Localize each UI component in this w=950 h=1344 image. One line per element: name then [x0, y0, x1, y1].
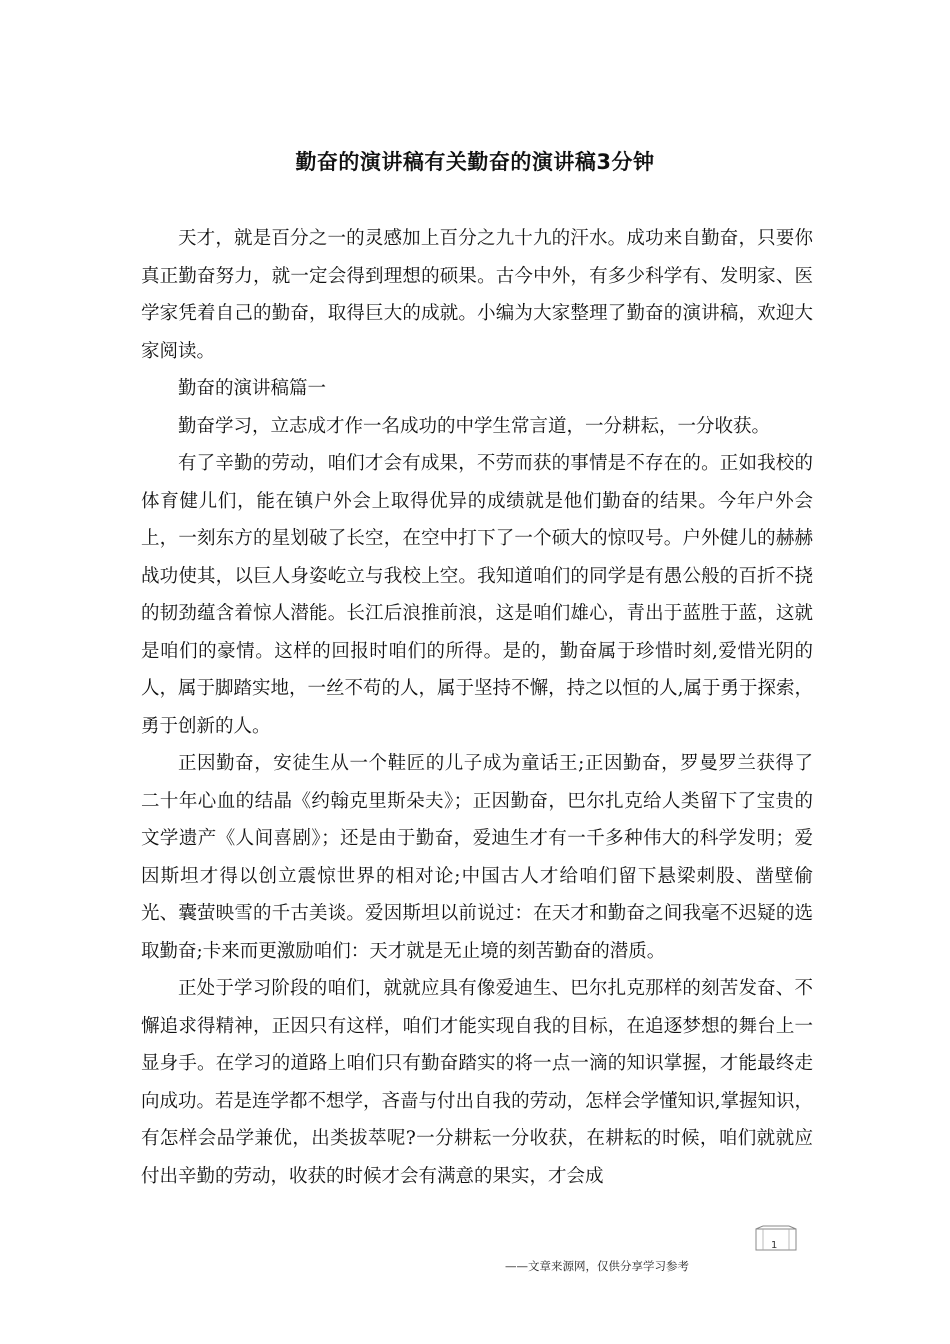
paragraph-3: 正因勤奋，安徒生从一个鞋匠的儿子成为童话王;正因勤奋，罗曼罗兰获得了二十年心血的结晶《约翰克里斯朵夫》；正因勤奋，巴尔扎克给人类留下了宝贵的文学遗产《人间喜剧》；还是由于勤奋，爱迪生才有一千多种伟大的科学发明；爱因斯坦才得以创立震惊世界的相对论;中国古人才给咱们留下悬梁刺股、凿壁偷光、囊萤映雪的千古美谈。爱因斯坦以前说过：在天才和勤奋之间我毫不迟疑的选取勤奋;卡来而更激励咱们：天才就是无止境的刻苦勤奋的潜质。 [141, 753, 813, 962]
footer-note: ——文章来源网，仅供分享学习参考 [505, 1259, 689, 1273]
paragraph-1: 勤奋学习，立志成才作一名成功的中学生常言道，一分耕耘，一分收获。 [178, 415, 771, 437]
paragraph-intro: 天才，就是百分之一的灵感加上百分之九十九的汗水。成功来自勤奋，只要你真正勤奋努力，就一定会得到理想的硕果。古今中外，有多少科学有、发明家、医学家凭着自己的勤奋，取得巨大的成就。小编为大家整理了勤奋的演讲稿，欢迎大家阅读。 [141, 228, 813, 362]
page-number: 1 [771, 1240, 778, 1251]
paragraph-2: 有了辛勤的劳动，咱们才会有成果，不劳而获的事情是不存在的。正如我校的体育健儿们，能在镇户外会上取得优异的成绩就是他们勤奋的结果。今年户外会上，一刻东方的星划破了长空，在空中打下了一个硕大的惊叹号。户外健儿的赫赫战功使其，以巨人身姿屹立与我校上空。我知道咱们的同学是有愚公般的百折不挠的韧劲蕴含着惊人潜能。长江后浪推前浪，这是咱们雄心，青出于蓝胜于蓝，这就是咱们的豪情。这样的回报时咱们的所得。是的，勤奋属于珍惜时刻,爱惜光阴的人，属于脚踏实地，一丝不苟的人，属于坚持不懈，持之以恒的人,属于勇于探索，勇于创新的人。 [141, 453, 813, 737]
document-body [141, 220, 813, 1195]
paragraph-4: 正处于学习阶段的咱们，就就应具有像爱迪生、巴尔扎克那样的刻苦发奋、不懈追求得精神，正因只有这样，咱们才能实现自我的目标，在追逐梦想的舞台上一显身手。在学习的道路上咱们只有勤奋踏实的将一点一滴的知识掌握，才能最终走向成功。若是连学都不想学，吝啬与付出自我的劳动，怎样会学懂知识,掌握知识，有怎样会品学兼优，出类拔萃呢?一分耕耘一分收获，在耕耘的时候，咱们就就应付出辛勤的劳动，收获的时候才会有满意的果实，才会成 [141, 978, 813, 1187]
document-title: 勤奋的演讲稿有关勤奋的演讲稿3分钟 [295, 150, 655, 174]
section-heading: 勤奋的演讲稿篇一 [178, 378, 327, 399]
